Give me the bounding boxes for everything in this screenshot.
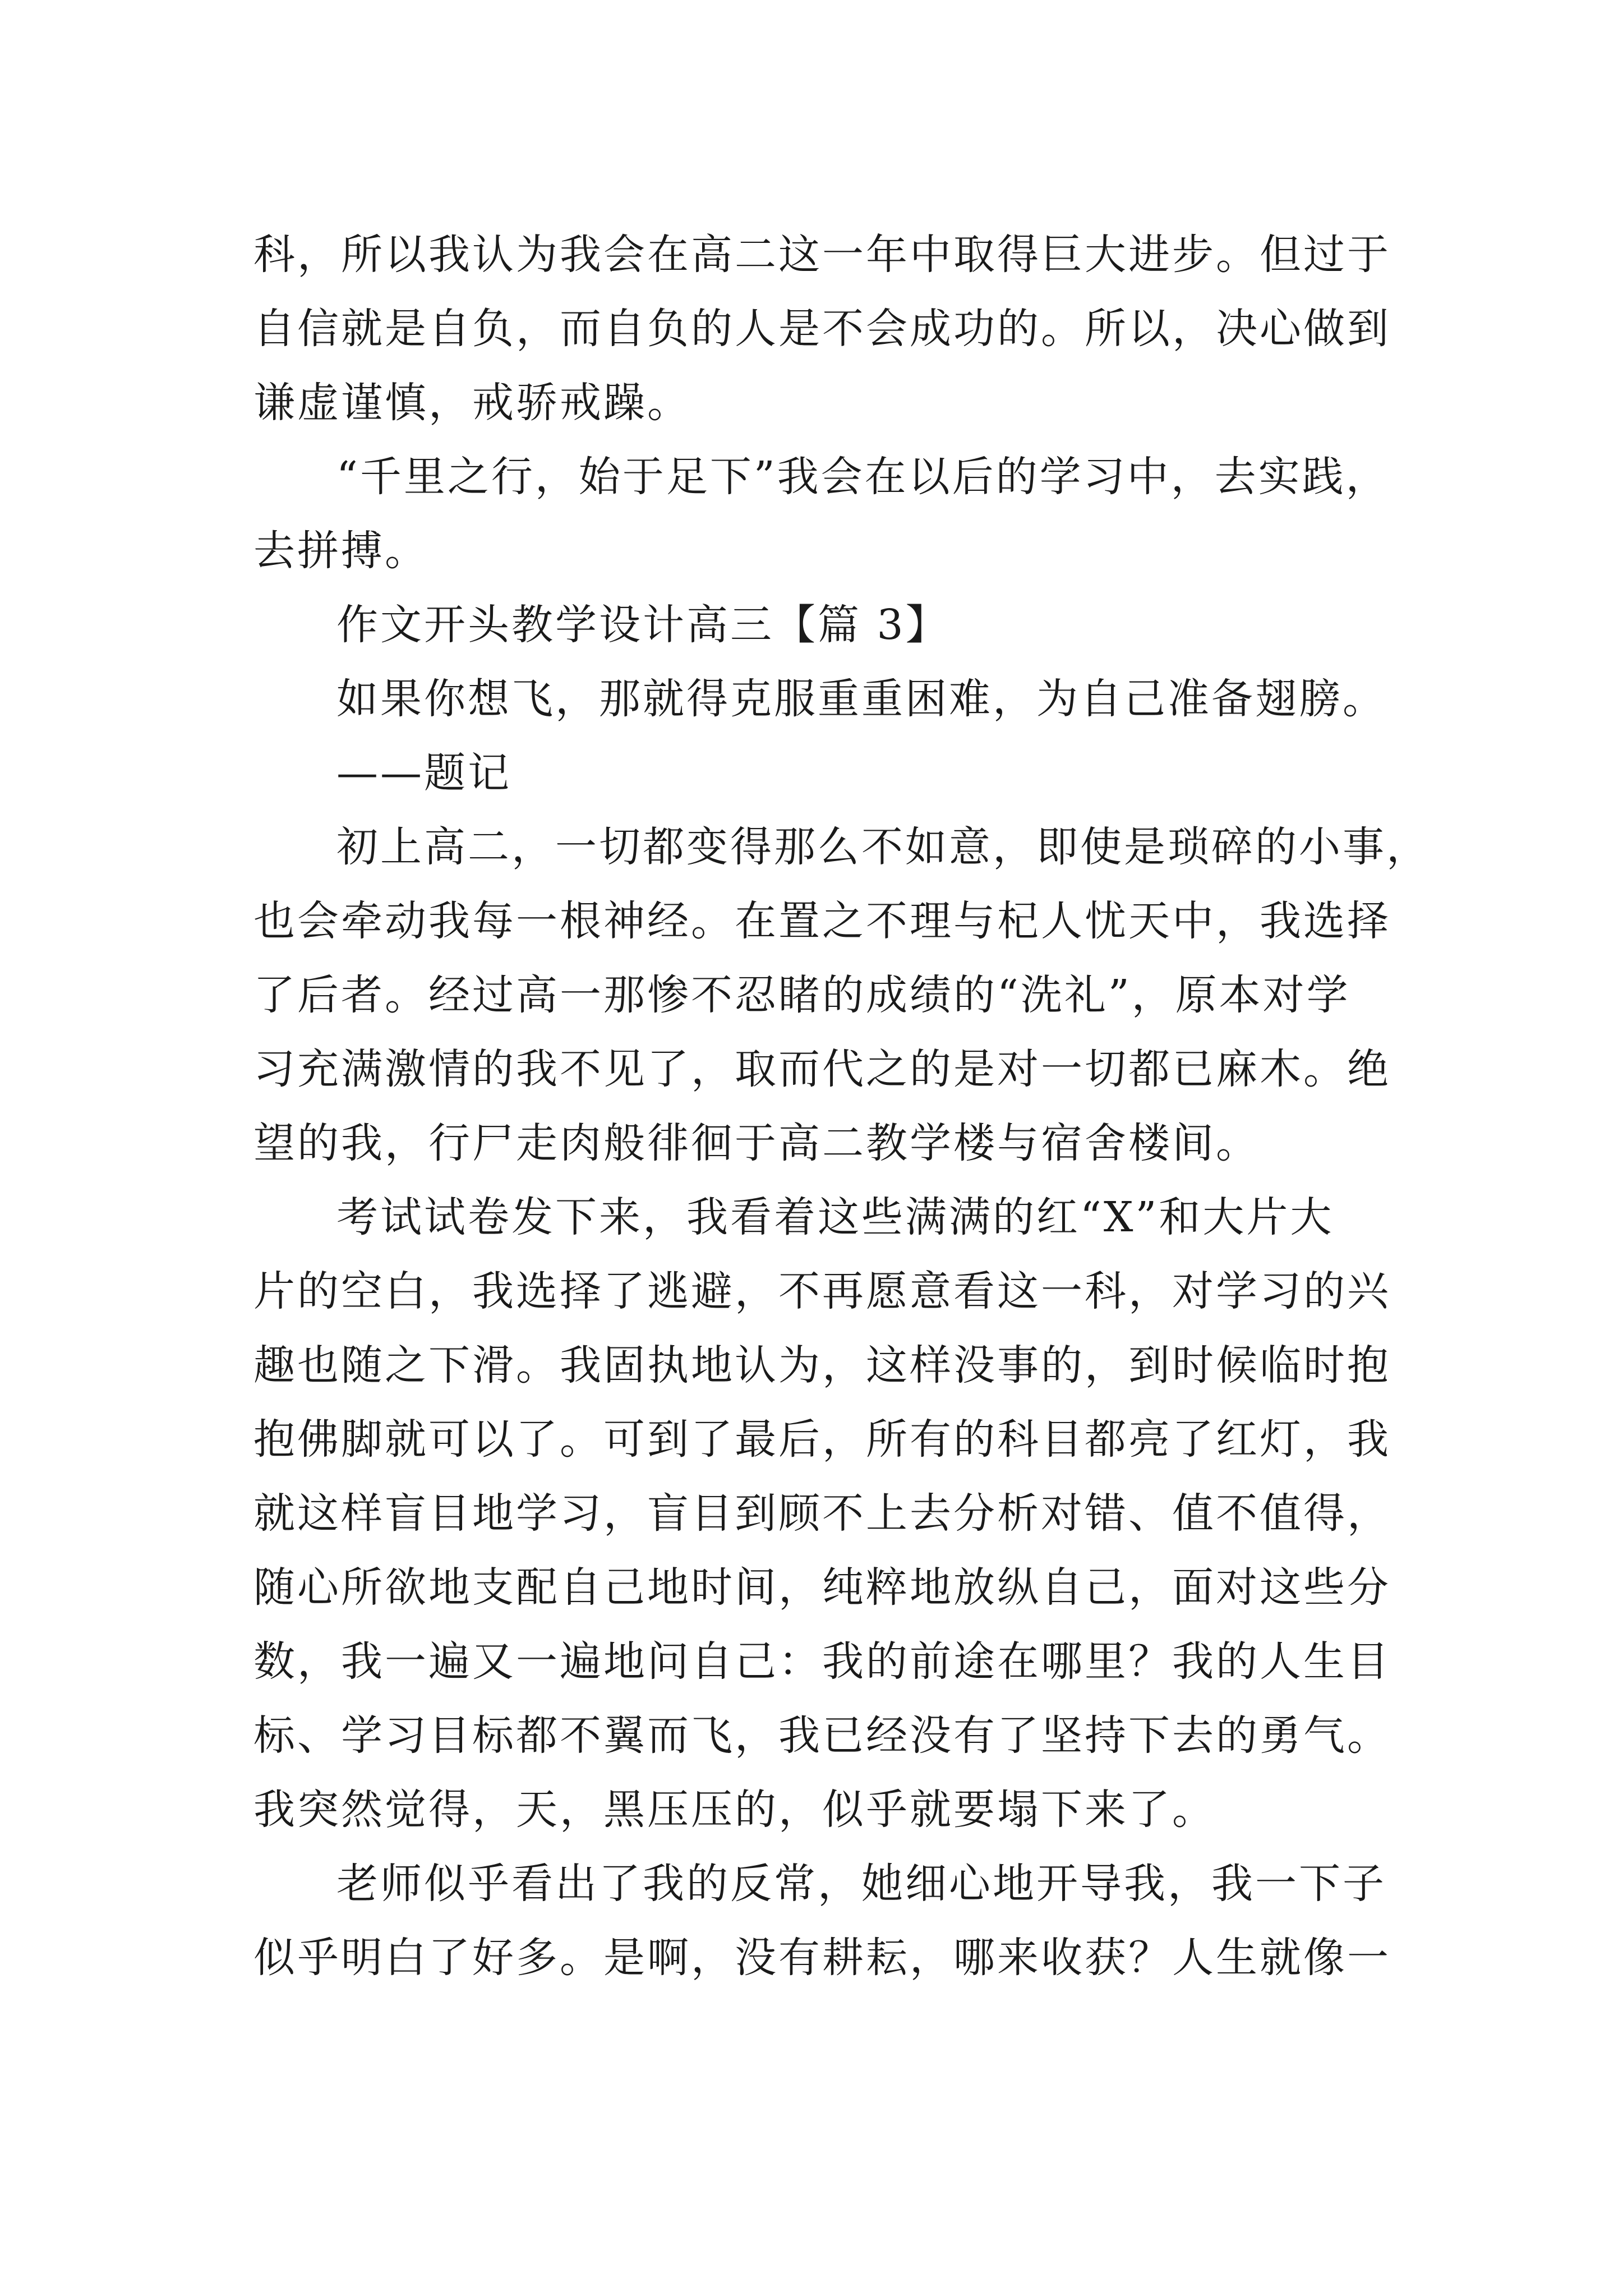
paragraph-line: 就这样盲目地学习，盲目到顾不上去分析对错、值不值得， bbox=[253, 1489, 1391, 1538]
paragraph-line: 我突然觉得，天，黑压压的，似乎就要塌下来了。 bbox=[253, 1786, 1216, 1834]
paragraph-line: 考试试卷发下来，我看着这些满满的红“X”和大片大 bbox=[336, 1193, 1334, 1241]
epigraph-source: ——题记 bbox=[336, 749, 511, 797]
paragraph-line: 望的我，行尸走肉般徘徊于高二教学楼与宿舍楼间。 bbox=[253, 1119, 1260, 1167]
paragraph-line: 抱佛脚就可以了。可到了最后，所有的科目都亮了红灯，我 bbox=[253, 1415, 1391, 1464]
paragraph-line: 科，所以我认为我会在高二这一年中取得巨大进步。但过于 bbox=[253, 231, 1391, 279]
paragraph-line: 数，我一遍又一遍地问自己：我的前途在哪里？我的人生目 bbox=[253, 1637, 1391, 1686]
paragraph-line: 也会牵动我每一根神经。在置之不理与杞人忧天中，我选择 bbox=[253, 897, 1391, 945]
paragraph-line: 了后者。经过高一那惨不忍睹的成绩的“洗礼”，原本对学 bbox=[253, 971, 1350, 1019]
paragraph-line: 标、学习目标都不翼而飞，我已经没有了坚持下去的勇气。 bbox=[253, 1711, 1391, 1760]
epigraph: 如果你想飞，那就得克服重重困难，为自己准备翅膀。 bbox=[336, 675, 1386, 723]
paragraph-line: 习充满激情的我不见了，取而代之的是对一切都已麻木。绝 bbox=[253, 1045, 1391, 1093]
paragraph-line: 去拼搏。 bbox=[253, 527, 428, 575]
paragraph-line: 初上高二，一切都变得那么不如意，即使是琐碎的小事， bbox=[336, 823, 1430, 871]
paragraph-line: 谦虚谨慎，戒骄戒躁。 bbox=[253, 379, 691, 427]
essay-body bbox=[253, 218, 1430, 1995]
paragraph-line: 趣也随之下滑。我固执地认为，这样没事的，到时候临时抱 bbox=[253, 1341, 1391, 1389]
paragraph-line: 随心所欲地支配自己地时间，纯粹地放纵自己，面对这些分 bbox=[253, 1563, 1391, 1612]
section-heading: 作文开头教学设计高三【篇 3】 bbox=[336, 601, 949, 649]
paragraph-line: 片的空白，我选择了逃避，不再愿意看这一科，对学习的兴 bbox=[253, 1267, 1391, 1315]
paragraph-line: 似乎明白了好多。是啊，没有耕耘，哪来收获？人生就像一 bbox=[253, 1934, 1391, 1982]
paragraph-line: 老师似乎看出了我的反常，她细心地开导我，我一下子 bbox=[336, 1860, 1386, 1908]
paragraph-line: 自信就是自负，而自负的人是不会成功的。所以，决心做到 bbox=[253, 305, 1391, 353]
paragraph-line: “千里之行，始于足下”我会在以后的学习中，去实践， bbox=[336, 453, 1390, 501]
